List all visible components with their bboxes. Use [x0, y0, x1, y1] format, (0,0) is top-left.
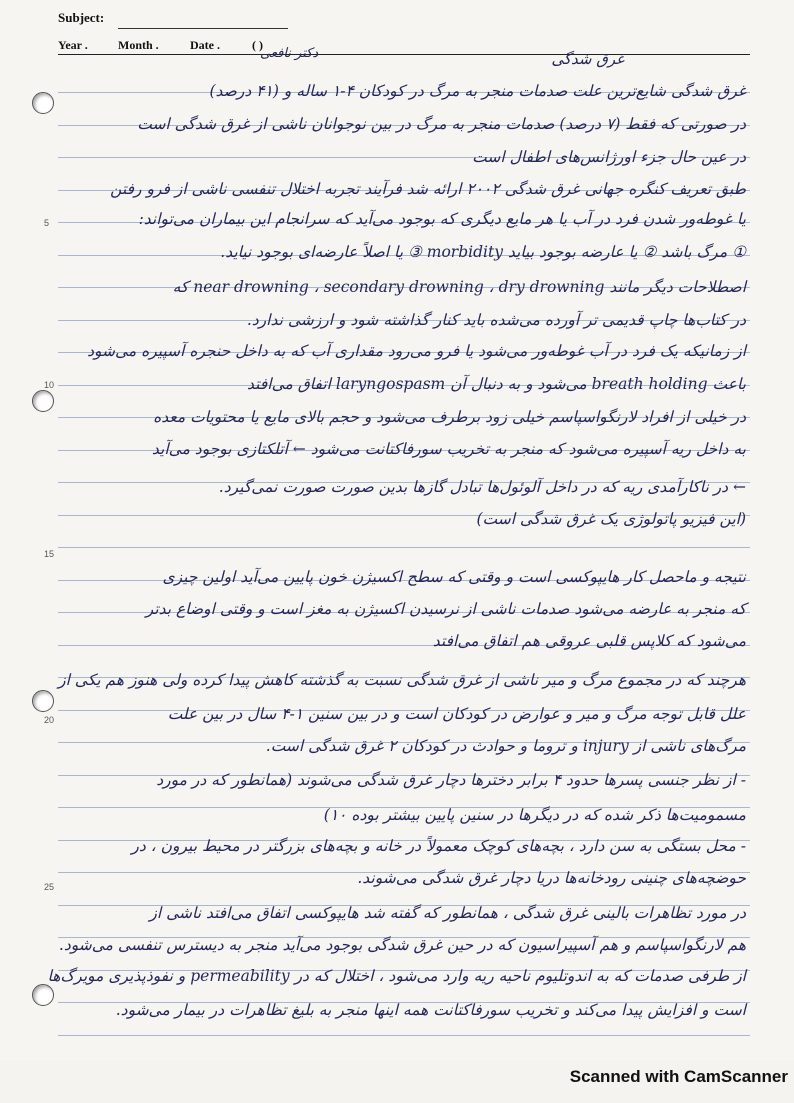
subject-underline: [118, 28, 288, 29]
note-line: نتیجه و ماحصل کار هایپوکسی است و وقتی که سطح اکسیژن خون پایین می‌آید اولین چیزی: [162, 568, 746, 586]
margin-number: 10: [44, 380, 55, 390]
binder-hole: [32, 390, 54, 412]
note-line: حوضچه‌های چنینی رودخانه‌ها دریا دچار غرق شدگی می‌شوند.: [357, 869, 746, 887]
note-line: مرگ‌های ناشی از injury و تروما و حوادث در کودکان ۲ غرق شدگی است.: [265, 737, 746, 755]
note-line: از طرفی صدمات که به اندوتلیوم ناحیه ریه وارد می‌شود ، اختلال که در permeability و نفوذپذیری مویرگ‌ها: [47, 967, 746, 985]
month-label: Month .: [118, 38, 159, 52]
note-line: یا غوطه‌ور شدن فرد در آب یا هر مایع دیگری که بوجود می‌آید که سرانجام این بیماران می‌تواند:: [138, 210, 746, 228]
note-line: علل قابل توجه مرگ و میر و عوارض در کودکان است و در بین سنین ۱-۴ سال در بین علت: [167, 705, 746, 723]
note-line: در کتاب‌ها چاپ قدیمی تر آورده می‌شده باید کنار گذاشته شود و ارزشی ندارد.: [246, 311, 746, 329]
binder-hole: [32, 92, 54, 114]
note-line: اصطلاحات دیگر مانند near drowning ، secondary drowning ، dry drowning که: [172, 278, 746, 296]
binder-hole: [32, 690, 54, 712]
ruled-line: [58, 547, 750, 548]
note-line: ← در ناکارآمدی ریه که در داخل آلوئول‌ها تبادل گازها بدین صورت صورت نمی‌گیرد.: [218, 478, 746, 496]
margin-number: 25: [44, 882, 55, 892]
subject-label: Subject:: [58, 10, 105, 25]
note-line: طبق تعریف کنگره جهانی غرق شدگی ۲۰۰۲ ارائه شد فرآیند تجربه اختلال تنفسی ناشی از فرو رفتن: [110, 180, 746, 198]
margin-number: 15: [44, 549, 55, 559]
note-line: به داخل ریه آسپیره می‌شود که منجر به تخریب سورفاکتانت می‌شود ← آتلکتازی بوجود می‌آید: [151, 440, 746, 458]
note-line: در مورد تظاهرات بالینی غرق شدگی ، همانطور که گفته شد هایپوکسی اتفاق می‌افتد ناشی از: [149, 904, 746, 922]
note-line: مسمومیت‌ها ذکر شده که در دیگرها در سنین پایین بیشتر بوده ۱۰): [323, 806, 746, 824]
date-paren: ( ): [252, 38, 263, 52]
note-line: است و افزایش پیدا می‌کند و تخریب سورفاکتانت همه اینها منجر به بلیغ تظاهرات در بیمار می‌شود.: [115, 1001, 746, 1019]
note-line: در خیلی از افراد لارنگواسپاسم خیلی زود برطرف می‌شود و حجم بالای مایع یا محتویات معده: [153, 408, 746, 426]
note-line: در عین حال جزء اورژانس‌های اطفال است: [472, 148, 746, 166]
note-line: - محل بستگی به سن دارد ، بچه‌های کوچک معمولاً در خانه و بچه‌های بزرگتر در محیط بیرون ، در: [131, 837, 746, 855]
header-rule: [58, 54, 750, 55]
note-line: در صورتی که فقط (۷ درصد) صدمات منجر به مرگ در بین نوجوانان ناشی از غرق شدگی است: [137, 115, 746, 133]
note-line: (این فیزیو پاتولوژی یک غرق شدگی است): [476, 510, 746, 528]
ruled-line: [58, 1035, 750, 1036]
note-line: از زمانیکه یک فرد در آب غوطه‌ور می‌شود یا فرو می‌رود مقداری آب که به داخل حنجره آسپیره می‌شود: [87, 342, 746, 360]
margin-number: 5: [44, 218, 50, 228]
note-line: باعث breath holding می‌شود و به دنبال آن laryngospasm اتفاق می‌افتد: [247, 375, 746, 393]
note-line: غرق شدگی شایع‌ترین علت صدمات منجر به مرگ در کودکان ۴-۱ ساله و (۴۱ درصد): [209, 82, 746, 100]
author-name: دکتر نافعی: [260, 46, 319, 61]
scanner-watermark: Scanned with CamScanner: [569, 1067, 788, 1086]
note-line: - از نظر جنسی پسرها حدود ۴ برابر دخترها دچار غرق شدگی می‌شوند (همانطور که در مورد: [156, 771, 746, 789]
note-line: می‌شود که کلاپس قلبی عروقی هم اتفاق می‌افتد: [432, 632, 746, 650]
note-line: هرچند که در مجموع مرگ و میر ناشی از غرق شدگی نسبت به گذشته کاهش پیدا کرده ولی هنوز هم یکی از: [58, 671, 746, 689]
note-line: که منجر به عارضه می‌شود صدمات ناشی از نرسیدن اکسیژن به مغز است و وقتی اوضاع بدتر: [145, 600, 746, 618]
date-label: Date .: [190, 38, 220, 52]
year-label: Year .: [58, 38, 88, 52]
date-fields: [58, 38, 288, 53]
margin-number: 20: [44, 715, 55, 725]
note-line: ① مرگ باشد ② یا عارضه بوجود بیاید morbidity ③ یا اصلاً عارضه‌ای بوجود نیاید.: [220, 243, 746, 261]
page-title: غرق شدگی: [551, 50, 624, 68]
note-line: هم لارنگواسپاسم و هم آسپیراسیون که در حین غرق شدگی بوجود می‌آید منجر به دیسترس تنفسی می‌شود.: [58, 936, 746, 954]
